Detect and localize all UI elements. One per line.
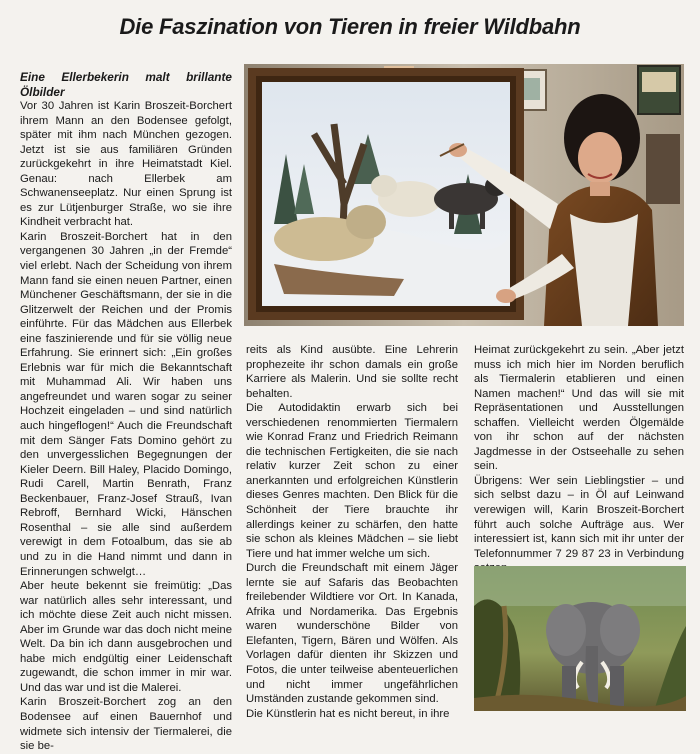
paragraph: Durch die Freundschaft mit einem Jäger lernte sie auf Safaris das Beobachten freilebender Wildtiere vor Ort. In Kanada, Afrika und Nordamerika. Das Ergebnis waren wunderschöne Bilder von Elefanten, Tigern, Bären und Wölfen. Als Vorlagen dafür dienten ihr Skizzen und Fotos, die unter teilweise abenteuerlichen und nicht immer ungefährlichen Umständen zustande gekommen sind. bbox=[246, 562, 458, 706]
paragraph: Übrigens: Wer sein Lieblingstier – und sich selbst dazu – in Öl auf Leinwand verewigen will, Karin Broszeit-Borchert führt auch solche Aufträge aus. Wer interessiert ist, kann sich mit ihr unter der Telefonnummer 7 29 87 23 in Verbindung bbox=[474, 474, 684, 560]
paragraph: reits als Kind ausübte. Eine Lehrerin prophezeite ihr schon damals ein große Karriere als Malerin. Und sie sollte recht behalten. bbox=[246, 344, 458, 400]
paragraph: Vor 30 Jahren ist Karin Broszeit-Borchert ihrem Mann an den Bodensee gefolgt, später mit ihm nach München gezogen. Jetzt ist sie aus familiären Gründen zurückgekehrt in ihre Heimatstadt Kiel. Genau: nach Ellerbek am Schwanenseeplatz. Nur einen Sprung ist es zur Lütjenburger Straße, wo sie ihre Kindheit verbracht hat. bbox=[20, 100, 232, 229]
paragraph: Heimat zurückgekehrt zu sein. „Aber jetzt muss ich mich hier im Norden beruflich als Tiermalerin etablieren und einen Namen machen!“ Und das will sie mit Repräsentationen und Ausstellungen schaffen. Vielleicht werden Ölgemälde von ihr schon auf der nächsten Jagdmesse in der Ostseehalle zu sehen sein. bbox=[474, 344, 684, 473]
paragraph: Karin Broszeit-Borchert hat in den vergangenen 30 Jahren „in der Fremde“ viel erlebt. Nach der Scheidung von ihrem Mann fand sie einen neuen Partner, einen Münchener Geschäftsmann, der sie in die Glitzerwelt der Reichen und der Promis einführte. Für das Mädchen aus Ellerbek eine faszinierende und für sie völlig neue Erfahrung. Sie erinnert sich: „Ein großes Erlebnis war für mich die Bekanntschaft mit Muhammad Ali. Wir haben uns angefreundet und waren sogar zu seiner Hochzeit eingeladen – und sind natürlich auch hingeflogen!“ Auch die Freundschaft mit dem Sänger Fats Domino gehört zu den unvergesslichen Begegnungen der Kieler Deern. Bill Haley, Placido Domingo, Rudi Carell, Martin Benrath, Franz Beckenbauer, Franz-Josef Strauß, Ivan Rebroff, Bernhard Wicki, Hänschen Rosenthal – sie alle sind außerdem verewigt in dem Fotoalbum, das sie ab und zu in die Hand nimmt und dann in Erinnerungen schwelgt… bbox=[20, 230, 232, 578]
paragraph: Die Autodidaktin erwarb sich bei verschiedenen renommierten Tiermalern wie Konrad Franz und Friedrich Reimann die technischen Fertigkeiten, die sie nach relativ kurzer Zeit schon zu einer anerkannten und erfolgreichen Künstlerin dieses Genres machten. Den Blick für die Schönheit der Tiere brauchte ihr allerdings keiner zu schärfen, den hatte sie schon als kleines Mädchen – sie liebt Tiere und hat immer welche um sich. bbox=[246, 402, 458, 560]
article-headline: Die Faszination von Tieren in freier Wildbahn bbox=[119, 14, 581, 39]
artist-painting-photo bbox=[244, 64, 684, 326]
text-column-3 bbox=[474, 343, 684, 576]
elephant-painting-photo bbox=[474, 566, 686, 711]
text-column-2 bbox=[246, 343, 458, 721]
text-column-1 bbox=[20, 70, 232, 754]
paragraph: Aber heute bekennt sie freimütig: „Das war natürlich alles sehr interessant, und ich möchte diese Zeit auch nicht missen. Aber im Grunde war das doch nicht meine Welt. Da bin ich dann ausgebrochen und habe mich endgültig einer Leidenschaft zugewandt, die schon immer in mir war. Und das war und ist die Malerei. bbox=[20, 580, 232, 694]
paragraph: Die Künstlerin hat es nicht bereut, in ihre bbox=[246, 707, 450, 720]
paragraph: Karin Broszeit-Borchert zog an den Bodensee auf einen Bauernhof und widmete sich intensiv der Tiermalerei, die sie be- bbox=[20, 696, 232, 753]
article-subheadline: Eine Ellerbekerin malt brillante Ölbilder bbox=[20, 70, 232, 99]
